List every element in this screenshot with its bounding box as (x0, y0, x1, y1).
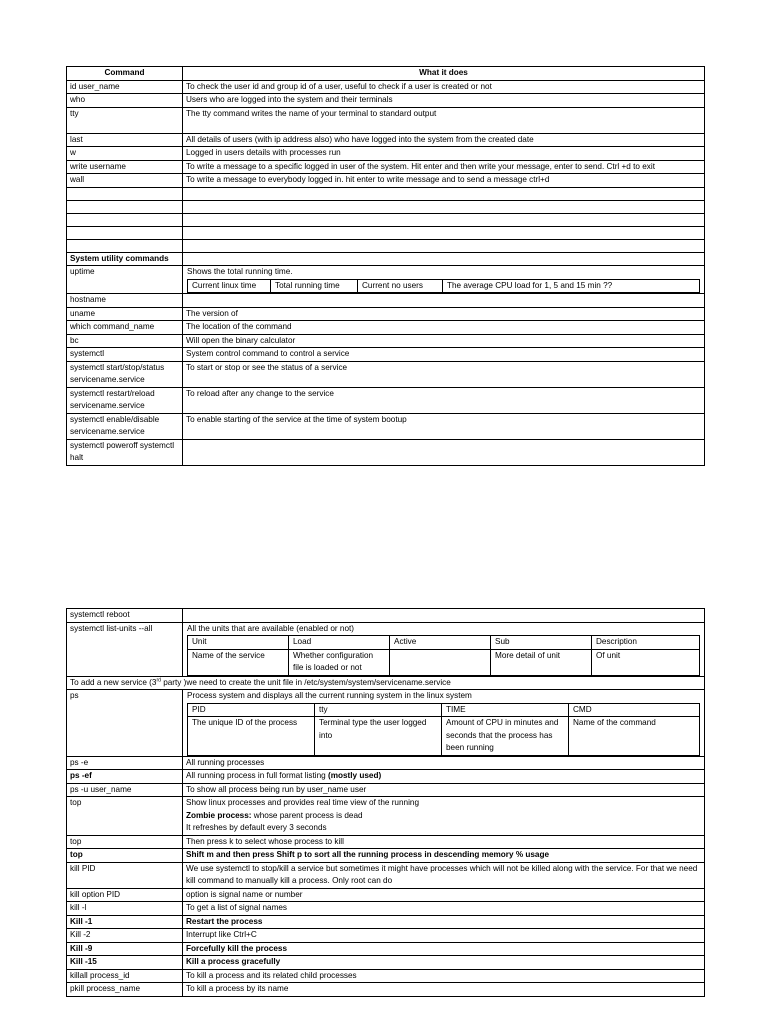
description-cell: Interrupt like Ctrl+C (183, 929, 705, 943)
uptime-row (67, 266, 705, 294)
description-cell (183, 266, 705, 294)
table-row (67, 756, 705, 770)
ps-value: The unique ID of the process (188, 717, 315, 756)
description-cell: We use systemctl to stop/kill a service but sometimes it might have processes which will not be killed along with the service. For that we need kill command to manually kill a process. Only root can do (183, 862, 705, 888)
command-cell: ps -e (67, 756, 183, 770)
table-row (67, 413, 705, 439)
description-cell (183, 690, 705, 757)
units-header-row (188, 636, 700, 650)
command-cell: systemctl poweroff systemctl halt (67, 439, 183, 465)
table-header-row (67, 67, 705, 81)
description-cell: Restart the process (183, 915, 705, 929)
zombie-label: Zombie process: (186, 810, 252, 820)
description-cell (183, 622, 705, 676)
command-cell: systemctl list-units --all (67, 622, 183, 676)
empty-row (67, 226, 705, 239)
units-header: Sub (491, 636, 592, 650)
command-cell: Kill -15 (67, 956, 183, 970)
command-cell: tty (67, 107, 183, 133)
command-cell: systemctl start/stop/status servicename.service (67, 361, 183, 387)
new-service-row (67, 676, 705, 690)
command-cell: top (67, 797, 183, 836)
command-cell: top (67, 849, 183, 863)
description-cell: All running processes (183, 756, 705, 770)
units-value-row (188, 649, 700, 675)
table-row (67, 929, 705, 943)
command-cell: bc (67, 334, 183, 348)
command-cell: ps -u user_name (67, 783, 183, 797)
empty-row (67, 200, 705, 213)
uptime-column: Current linux time (188, 279, 271, 293)
command-column-header: Command (67, 67, 183, 81)
description-cell: All details of users (with ip address also) who have logged into the system from the created date (183, 133, 705, 147)
table-row (67, 80, 705, 94)
description-cell: The location of the command (183, 321, 705, 335)
table-row (67, 862, 705, 888)
description-cell: System control command to control a service (183, 348, 705, 362)
units-header: Description (592, 636, 700, 650)
table-row (67, 902, 705, 916)
description-cell: Then press k to select whose process to kill (183, 835, 705, 849)
empty-row (67, 213, 705, 226)
command-cell: systemctl enable/disable servicename.service (67, 413, 183, 439)
table-row (67, 387, 705, 413)
command-cell: id user_name (67, 80, 183, 94)
table-row (67, 969, 705, 983)
ps-header: tty (315, 703, 442, 717)
table-row (67, 133, 705, 147)
table-row (67, 348, 705, 362)
units-value: Whether configuration file is loaded or not (289, 649, 390, 675)
command-cell: pkill process_name (67, 983, 183, 997)
description-cell: To write a message to a specific logged in user of the system. Hit enter and then write your message, enter to send. Ctrl +d to exit (183, 160, 705, 174)
commands-table (66, 66, 705, 466)
uptime-column: Total running time (271, 279, 358, 293)
description-cell: Show linux processes and provides real time view of the running Zombie process: whose parent process is dead It refreshes by default every 3 seconds (183, 797, 705, 836)
command-cell: write username (67, 160, 183, 174)
description-cell: To get a list of signal names (183, 902, 705, 916)
section-title: System utility commands (67, 252, 183, 266)
command-cell: wall (67, 174, 183, 188)
description-cell: To reload after any change to the service (183, 387, 705, 413)
table-row (67, 361, 705, 387)
table-row (67, 888, 705, 902)
description-cell: To kill a process and its related child processes (183, 969, 705, 983)
units-value: Of unit (592, 649, 700, 675)
empty-row (67, 239, 705, 252)
table-row (67, 783, 705, 797)
ps-value: Name of the command (569, 717, 700, 756)
description-cell: To start or stop or see the status of a service (183, 361, 705, 387)
what-it-does-column-header: What it does (183, 67, 705, 81)
description-cell: The version of (183, 307, 705, 321)
ps-description: Process system and displays all the current running system in the linux system (187, 691, 472, 700)
ps-header: CMD (569, 703, 700, 717)
description-cell: To kill a process by its name (183, 983, 705, 997)
ps-header: TIME (442, 703, 569, 717)
description-cell: Will open the binary calculator (183, 334, 705, 348)
description-cell (183, 439, 705, 465)
table-row (67, 942, 705, 956)
table-row (67, 294, 705, 308)
units-value (390, 649, 491, 675)
description-cell: Forcefully kill the process (183, 942, 705, 956)
command-cell: w (67, 147, 183, 161)
command-cell: uptime (67, 266, 183, 294)
table-row (67, 160, 705, 174)
command-cell: which command_name (67, 321, 183, 335)
command-cell: Kill -9 (67, 942, 183, 956)
command-cell: kill -l (67, 902, 183, 916)
ps-value: Terminal type the user logged into (315, 717, 442, 756)
description-cell: To show all process being run by user_name user (183, 783, 705, 797)
command-cell: ps (67, 690, 183, 757)
list-units-description: All the units that are available (enabled or not) (187, 623, 355, 633)
command-cell: systemctl restart/reload servicename.service (67, 387, 183, 413)
command-cell: top (67, 835, 183, 849)
table-row (67, 439, 705, 465)
units-value: Name of the service (188, 649, 289, 675)
command-cell: kill option PID (67, 888, 183, 902)
command-cell: uname (67, 307, 183, 321)
description-cell: Logged in users details with processes run (183, 147, 705, 161)
command-cell: ps -ef (67, 770, 183, 784)
table-row (67, 609, 705, 623)
ps-header-row (188, 703, 700, 717)
table-row (67, 147, 705, 161)
uptime-description: Shows the total running time. (187, 267, 293, 276)
command-cell: killall process_id (67, 969, 183, 983)
table-row (67, 94, 705, 108)
command-cell: last (67, 133, 183, 147)
description-cell: To enable starting of the service at the time of system bootup (183, 413, 705, 439)
command-cell: systemctl reboot (67, 609, 183, 623)
top-row (67, 797, 705, 836)
ps-value-row (188, 717, 700, 756)
units-header: Active (390, 636, 491, 650)
description-cell: option is signal name or number (183, 888, 705, 902)
new-service-note: To add a new service (3rd party )we need to create the unit file in /etc/system/system/servicename.service (67, 676, 705, 690)
description-cell: To check the user id and group id of a user, useful to check if a user is created or not (183, 80, 705, 94)
description-cell: All running process in full format listing (mostly used) (183, 770, 705, 784)
table-row (67, 334, 705, 348)
table-row (67, 849, 705, 863)
ps-row (67, 690, 705, 757)
description-cell: Users who are logged into the system and their terminals (183, 94, 705, 108)
command-cell: who (67, 94, 183, 108)
command-cell: systemctl (67, 348, 183, 362)
description-cell: To write a message to everybody logged in. hit enter to write message and to send a message ctrl+d (183, 174, 705, 188)
empty-row (67, 187, 705, 200)
ps-header: PID (188, 703, 315, 717)
table-row (67, 321, 705, 335)
units-header: Load (289, 636, 390, 650)
table-row (67, 107, 705, 133)
table-row (67, 915, 705, 929)
command-cell: Kill -1 (67, 915, 183, 929)
ps-columns-table (187, 703, 700, 756)
description-cell: The tty command writes the name of your terminal to standard output (183, 107, 705, 133)
uptime-column: Current no users (358, 279, 443, 293)
units-table (187, 635, 700, 676)
description-cell (183, 294, 705, 308)
command-cell: kill PID (67, 862, 183, 888)
command-cell: Kill -2 (67, 929, 183, 943)
table-row (67, 307, 705, 321)
table-row (67, 770, 705, 784)
uptime-column: The average CPU load for 1, 5 and 15 min ?? (443, 279, 700, 293)
units-header: Unit (188, 636, 289, 650)
ps-value: Amount of CPU in minutes and seconds that the process has been running (442, 717, 569, 756)
process-commands-table (66, 608, 705, 997)
units-value: More detail of unit (491, 649, 592, 675)
uptime-columns-table (187, 279, 700, 294)
table-row (67, 835, 705, 849)
table-row (67, 956, 705, 970)
list-units-row (67, 622, 705, 676)
table-row (67, 174, 705, 188)
command-cell: hostname (67, 294, 183, 308)
description-cell: Shift m and then press Shift p to sort all the running process in descending memory % usage (183, 849, 705, 863)
description-cell: Kill a process gracefully (183, 956, 705, 970)
section-row (67, 252, 705, 266)
table-row (67, 983, 705, 997)
